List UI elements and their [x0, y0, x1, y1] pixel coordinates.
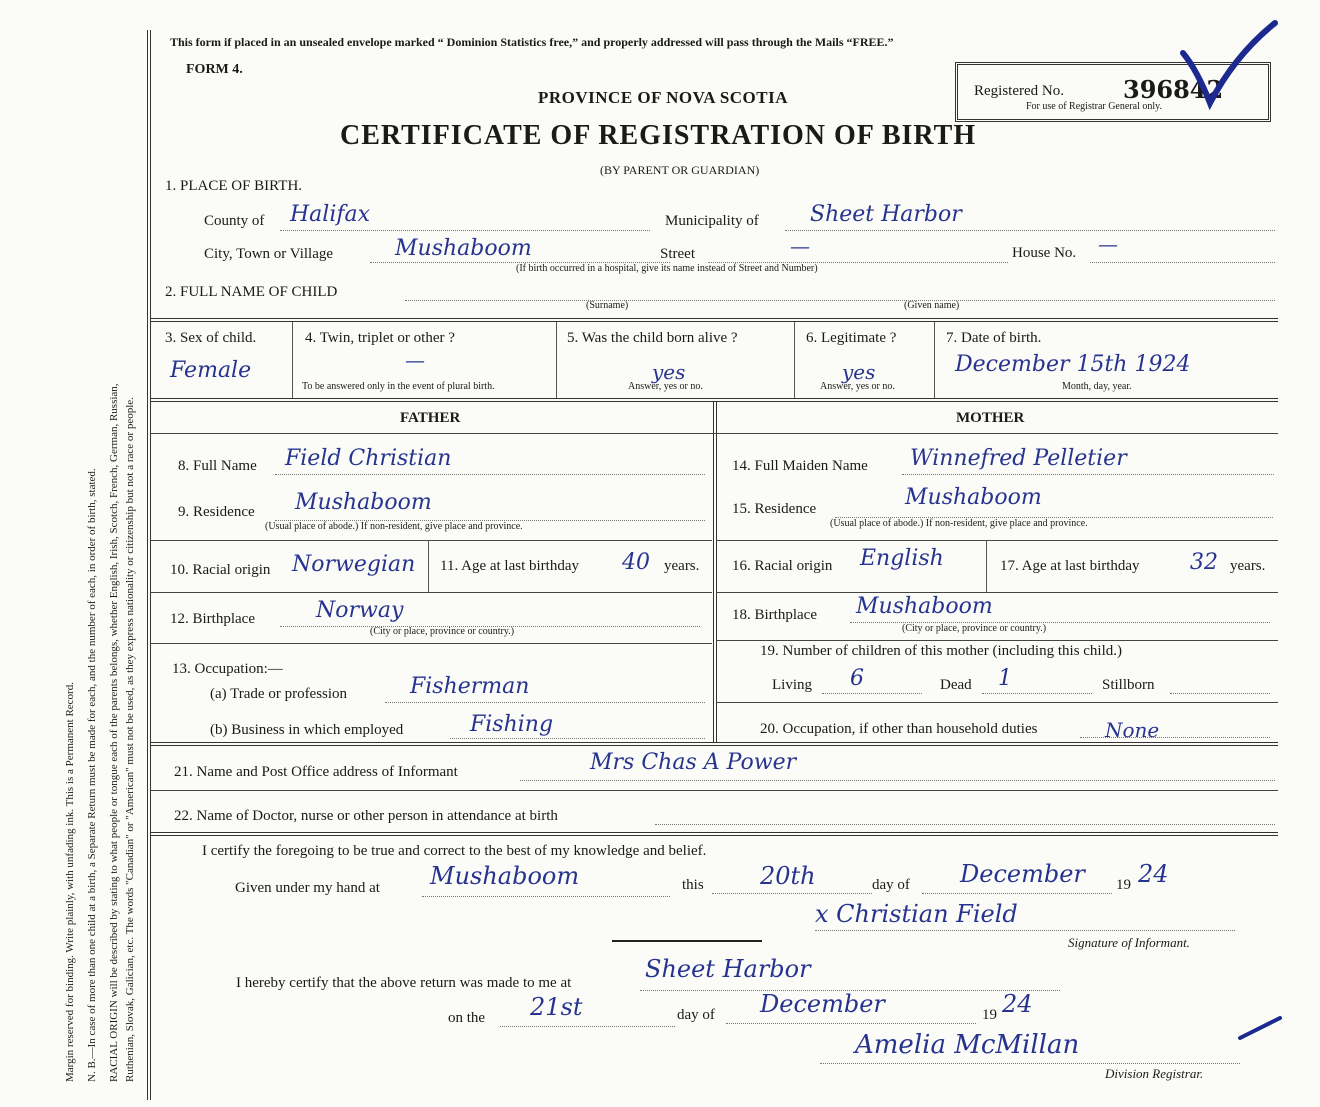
street-label: Street [660, 246, 695, 262]
county-label: County of [204, 213, 265, 229]
municipality-value: Sheet Harbor [810, 202, 962, 227]
mother-birthplace-note: (City or place, province or country.) [902, 623, 1047, 634]
mother-race-label: 16. Racial origin [732, 558, 833, 574]
born-alive-label: 5. Was the child born alive ? [567, 330, 738, 346]
margin-note-racial-2: Ruthenian, Slovak, Galician, etc. The words "Canadian" or "American" must not be used, as they express nationality or citizenship but not a race or people. [124, 397, 136, 1082]
born-alive-value: yes [652, 360, 686, 384]
day-of-label: day of [872, 877, 910, 893]
father-name-value: Field Christian [285, 446, 452, 471]
trade-value: Fisherman [410, 674, 530, 699]
twin-label: 4. Twin, triplet or other ? [305, 330, 455, 346]
mother-birthplace-value: Mushaboom [856, 594, 993, 619]
city-value: Mushaboom [395, 236, 532, 261]
legitimate-note: Answer, yes or no. [820, 381, 895, 392]
place-of-birth-label: 1. PLACE OF BIRTH. [165, 178, 303, 194]
margin-note-nb: N. B.—In case of more than one child at a birth, a Separate Return must be made for each, and the number of each, in order of birth, stated. [86, 468, 98, 1082]
mother-residence-value: Mushaboom [905, 485, 1042, 510]
row3-top-border [150, 318, 1278, 322]
form-left-border [147, 30, 151, 1100]
check-mark-icon [1175, 15, 1285, 125]
business-value: Fishing [470, 712, 554, 737]
given-under-hand-label: Given under my hand at [235, 880, 380, 896]
father-abode-note: (Usual place of abode.) If non-resident, give place and province. [265, 521, 523, 532]
mother-race-value: English [860, 546, 944, 571]
certificate-subtitle: (BY PARENT OR GUARDIAN) [600, 163, 760, 177]
registrar-year-prefix: 19 [982, 1007, 997, 1023]
dob-value: December 15th 1924 [955, 352, 1191, 377]
children-count-label: 19. Number of children of this mother (including this child.) [760, 643, 1123, 659]
informant-label: 21. Name and Post Office address of Informant [174, 764, 458, 780]
born-alive-note: Answer, yes or no. [628, 381, 703, 392]
business-label: (b) Business in which employed [210, 722, 404, 738]
child-name-label: 2. FULL NAME OF CHILD [165, 284, 338, 300]
legitimate-value: yes [842, 360, 876, 384]
mother-occupation-label: 20. Occupation, if other than household duties [760, 721, 1038, 737]
mother-name-label: 14. Full Maiden Name [732, 458, 868, 474]
given-day-value: 20th [760, 862, 816, 890]
doctor-label: 22. Name of Doctor, nurse or other person in attendance at birth [174, 808, 558, 824]
living-label: Living [772, 677, 812, 693]
certificate-title: CERTIFICATE OF REGISTRATION OF BIRTH [340, 120, 977, 151]
division-registrar-label: Division Registrar. [1105, 1066, 1204, 1081]
father-birthplace-label: 12. Birthplace [170, 611, 255, 627]
registrar-month-value: December [760, 990, 885, 1018]
surname-note: (Surname) [586, 300, 629, 311]
mother-name-value: Winnefred Pelletier [910, 446, 1127, 471]
mother-abode-note: (Usual place of abode.) If non-resident, give place and province. [830, 518, 1088, 529]
mother-age-label: 17. Age at last birthday [1000, 558, 1140, 574]
province-heading: PROVINCE OF NOVA SCOTIA [538, 88, 789, 107]
sex-value: Female [170, 358, 252, 383]
informant-value: Mrs Chas A Power [590, 750, 797, 775]
sex-label: 3. Sex of child. [165, 330, 257, 346]
mother-age-value: 32 [1190, 550, 1218, 575]
father-age-years: years. [664, 558, 700, 574]
father-residence-value: Mushaboom [295, 490, 432, 515]
given-year-prefix: 19 [1116, 877, 1131, 893]
form-number: FORM 4. [186, 62, 243, 77]
this-label: this [682, 877, 704, 893]
parents-divider [713, 402, 717, 742]
county-value: Halifax [290, 202, 371, 227]
mother-occupation-value: None [1105, 718, 1160, 742]
father-age-value: 40 [622, 550, 650, 575]
registered-note: For use of Registrar General only. [1026, 101, 1162, 112]
dead-value: 1 [998, 666, 1012, 691]
certify-statement: I certify the foregoing to be true and correct to the best of my knowledge and belief. [202, 843, 707, 859]
mail-notice: This form if placed in an unsealed envelope marked “ Dominion Statistics free,” and properly addressed will pass through the Mails “FREE.” [170, 35, 894, 49]
given-name-note: (Given name) [904, 300, 960, 311]
trade-label: (a) Trade or profession [210, 686, 348, 702]
parents-bottom-border [150, 742, 1278, 746]
informant-signature-label: Signature of Informant. [1068, 935, 1190, 950]
registrar-signature: Amelia McMillan [855, 1030, 1080, 1060]
informant-signature: x Christian Field [815, 900, 1018, 928]
father-birthplace-note: (City or place, province or country.) [370, 626, 515, 637]
mother-heading: MOTHER [956, 410, 1025, 426]
father-name-label: 8. Full Name [178, 458, 257, 474]
registrar-year-value: 24 [1002, 990, 1033, 1018]
father-race-label: 10. Racial origin [170, 562, 271, 578]
stillborn-label: Stillborn [1102, 677, 1155, 693]
father-heading: FATHER [400, 410, 461, 426]
registrar-day-value: 21st [530, 993, 583, 1021]
father-birthplace-value: Norway [316, 598, 404, 623]
given-month-value: December [960, 860, 1085, 888]
twin-value: — [405, 348, 425, 372]
registered-value: 396842 [1123, 75, 1224, 104]
given-year-value: 24 [1138, 860, 1169, 888]
twin-note: To be answered only in the event of plural birth. [302, 381, 495, 392]
legitimate-label: 6. Legitimate ? [806, 330, 897, 346]
on-the-label: on the [448, 1010, 486, 1026]
house-no-label: House No. [1012, 245, 1077, 261]
father-occupation-label: 13. Occupation:— [172, 661, 283, 677]
mother-age-years: years. [1230, 558, 1266, 574]
dob-label: 7. Date of birth. [946, 330, 1042, 346]
dob-note: Month, day, year. [1062, 381, 1132, 392]
given-place-value: Mushaboom [430, 862, 580, 890]
living-value: 6 [850, 666, 864, 691]
street-value: — [790, 234, 810, 258]
registrar-day-of-label: day of [677, 1007, 715, 1023]
registered-label: Registered No. [974, 83, 1064, 99]
house-no-value: — [1098, 232, 1118, 256]
dead-label: Dead [940, 677, 972, 693]
pen-stroke-icon [1236, 1014, 1286, 1042]
registrar-statement: I hereby certify that the above return was made to me at [236, 975, 572, 991]
mother-birthplace-label: 18. Birthplace [732, 607, 817, 623]
city-label: City, Town or Village [204, 246, 334, 262]
registrar-place-value: Sheet Harbor [645, 955, 811, 983]
margin-note-binding: Margin reserved for binding. Write plainly, with unfading ink. This is a Permanent Record. [64, 682, 76, 1082]
mother-residence-label: 15. Residence [732, 501, 817, 517]
hospital-note: (If birth occurred in a hospital, give its name instead of Street and Number) [516, 263, 818, 274]
father-age-label: 11. Age at last birthday [440, 558, 579, 574]
father-residence-label: 9. Residence [178, 504, 255, 520]
father-race-value: Norwegian [292, 552, 416, 577]
section22-bottom-border [150, 832, 1278, 836]
margin-note-racial-1: RACIAL ORIGIN will be described by stating to what people or tongue each of the parents belongs, whether English, Irish, Scotch, French, German, Russian, [108, 383, 120, 1082]
municipality-label: Municipality of [665, 213, 759, 229]
